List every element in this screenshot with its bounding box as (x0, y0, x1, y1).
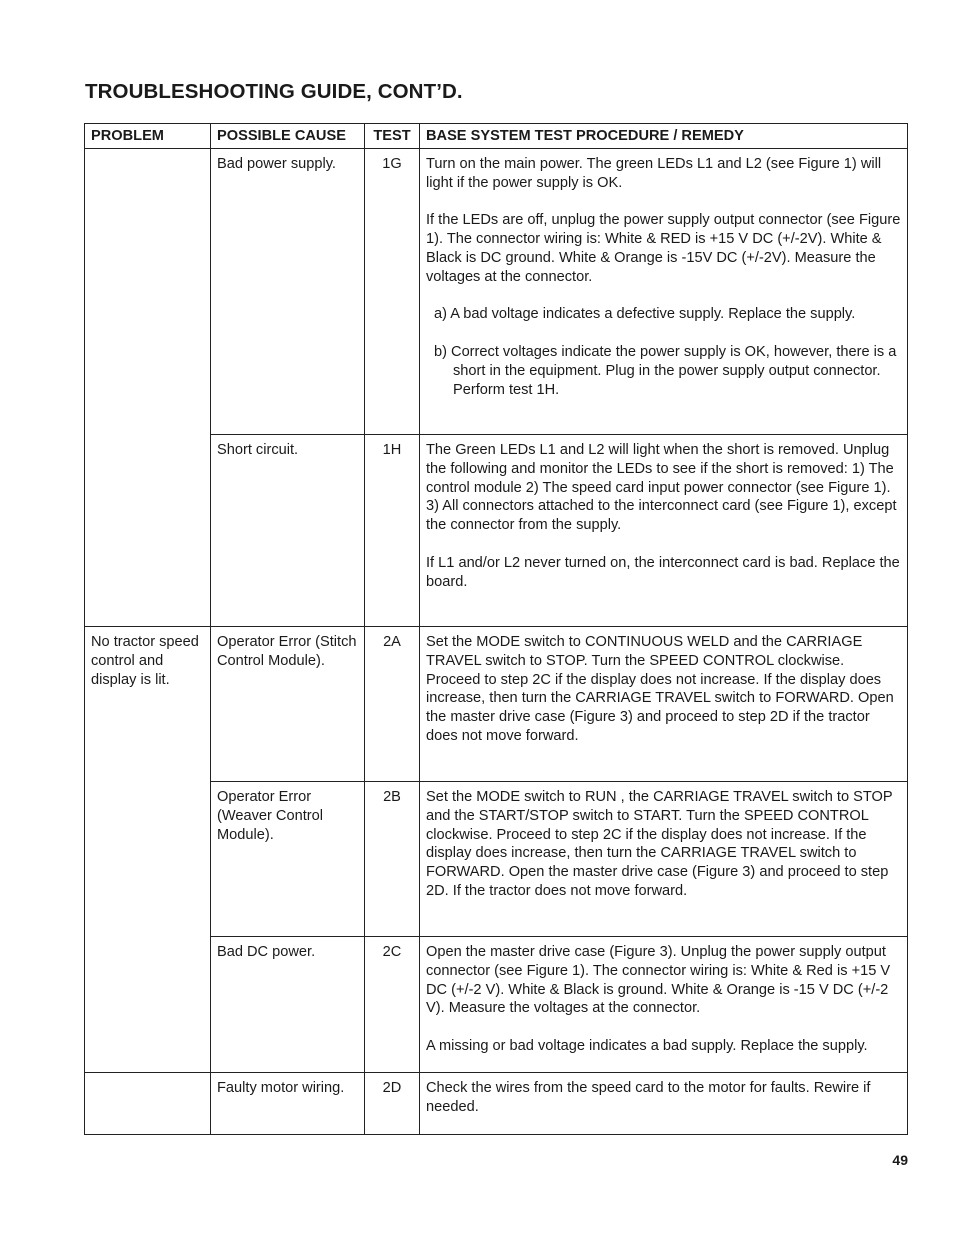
test-id-cell: 1H (365, 435, 420, 627)
cause-cell: Bad power supply. (211, 149, 365, 435)
problem-cell (85, 937, 211, 1073)
header-possible-cause: POSSIBLE CAUSE (211, 124, 365, 149)
cause-cell: Short circuit. (211, 435, 365, 627)
problem-cell (85, 435, 211, 627)
test-id-cell: 2A (365, 627, 420, 782)
test-id-cell: 2B (365, 782, 420, 937)
cause-cell: Bad DC power. (211, 937, 365, 1073)
cause-cell: Operator Error (Stitch Control Module). (211, 627, 365, 782)
remedy-cell (420, 782, 908, 937)
remedy-paragraph: Set the MODE switch to CONTINUOUS WELD and the CARRIAGE TRAVEL switch to STOP. Turn the SPEED CONTROL clockwise. Proceed to step 2C if the display does not increase. If the display does increase, then turn the CARRIAGE TRAVEL switch to FORWARD. Open the master drive case (Figure 3) and proceed to step 2D if the tractor does not move forward. (426, 634, 894, 744)
remedy-cell (420, 435, 908, 627)
table-row (85, 1073, 908, 1135)
remedy-cell (420, 1073, 908, 1135)
remedy-cell (420, 149, 908, 435)
table-row (85, 627, 908, 782)
page-number: 49 (892, 1152, 908, 1168)
remedy-sub-item: a) A bad voltage indicates a defective supply. Replace the supply. (434, 306, 856, 323)
header-problem: PROBLEM (85, 124, 211, 149)
cause-cell: Operator Error (Weaver Control Module). (211, 782, 365, 937)
table-row (85, 435, 908, 627)
table-row (85, 149, 908, 435)
problem-cell (85, 149, 211, 435)
remedy-paragraph: Open the master drive case (Figure 3). Unplug the power supply output connector (see Figure 1). The connector wiring is: White & Red is +15 V DC (+/-2 V). White & Black is ground. White & Orange is -15 V DC (+/-2 V). Measure the voltages at the connector. (426, 944, 891, 1017)
test-id-cell: 2D (365, 1073, 420, 1135)
remedy-paragraph: If L1 and/or L2 never turned on, the interconnect card is bad. Replace the board. (426, 554, 900, 590)
remedy-sub-item: b) Correct voltages indicate the power supply is OK, however, there is a short in the equipment. Plug in the power supply output connector. Perform test 1H. (434, 343, 897, 398)
problem-cell (85, 1073, 211, 1135)
remedy-cell (420, 937, 908, 1073)
test-id-cell: 1G (365, 149, 420, 435)
remedy-paragraph: The Green LEDs L1 and L2 will light when the short is removed. Unplug the following and monitor the LEDs to see if the short is removed: 1) The control module 2) The speed card input power connector (see Figure 1). 3) All connectors attached to the interconnect card (see Figure 1), except the connector from the supply. (426, 442, 897, 534)
troubleshooting-table (84, 123, 907, 1135)
cause-cell: Faulty motor wiring. (211, 1073, 365, 1135)
table-row (85, 937, 908, 1073)
problem-cell (85, 782, 211, 937)
remedy-paragraph: If the LEDs are off, unplug the power supply output connector (see Figure 1). The connector wiring is: White & RED is +15 V DC (+/-2V). White & Black is DC ground. White & Orange is -15V DC (+/-2V). Measure the voltages at the connector. (426, 212, 901, 285)
header-remedy: BASE SYSTEM TEST PROCEDURE / REMEDY (420, 124, 908, 149)
test-id-cell: 2C (365, 937, 420, 1073)
header-test: TEST (365, 124, 420, 149)
remedy-cell (420, 627, 908, 782)
table-row (85, 782, 908, 937)
remedy-paragraph: Check the wires from the speed card to the motor for faults. Rewire if needed. (426, 1080, 871, 1115)
problem-cell: No tractor speed control and display is lit. (85, 627, 211, 782)
remedy-paragraph: A missing or bad voltage indicates a bad supply. Replace the supply. (426, 1037, 868, 1054)
page-title: TROUBLESHOOTING GUIDE, CONT’D. (85, 80, 463, 103)
remedy-paragraph: Set the MODE switch to RUN , the CARRIAGE TRAVEL switch to STOP and the START/STOP switch to START. Turn the SPEED CONTROL clockwise. Proceed to step 2C if the display does not increase. If the display does increase, then turn the CARRIAGE TRAVEL switch to FORWARD. Open the master drive case (Figure 3) and proceed to step 2D. If the tractor does not move forward. (426, 789, 893, 899)
remedy-paragraph: Turn on the main power. The green LEDs L1 and L2 (see Figure 1) will light if the power supply is OK. (426, 156, 882, 191)
table-header-row (85, 124, 908, 149)
